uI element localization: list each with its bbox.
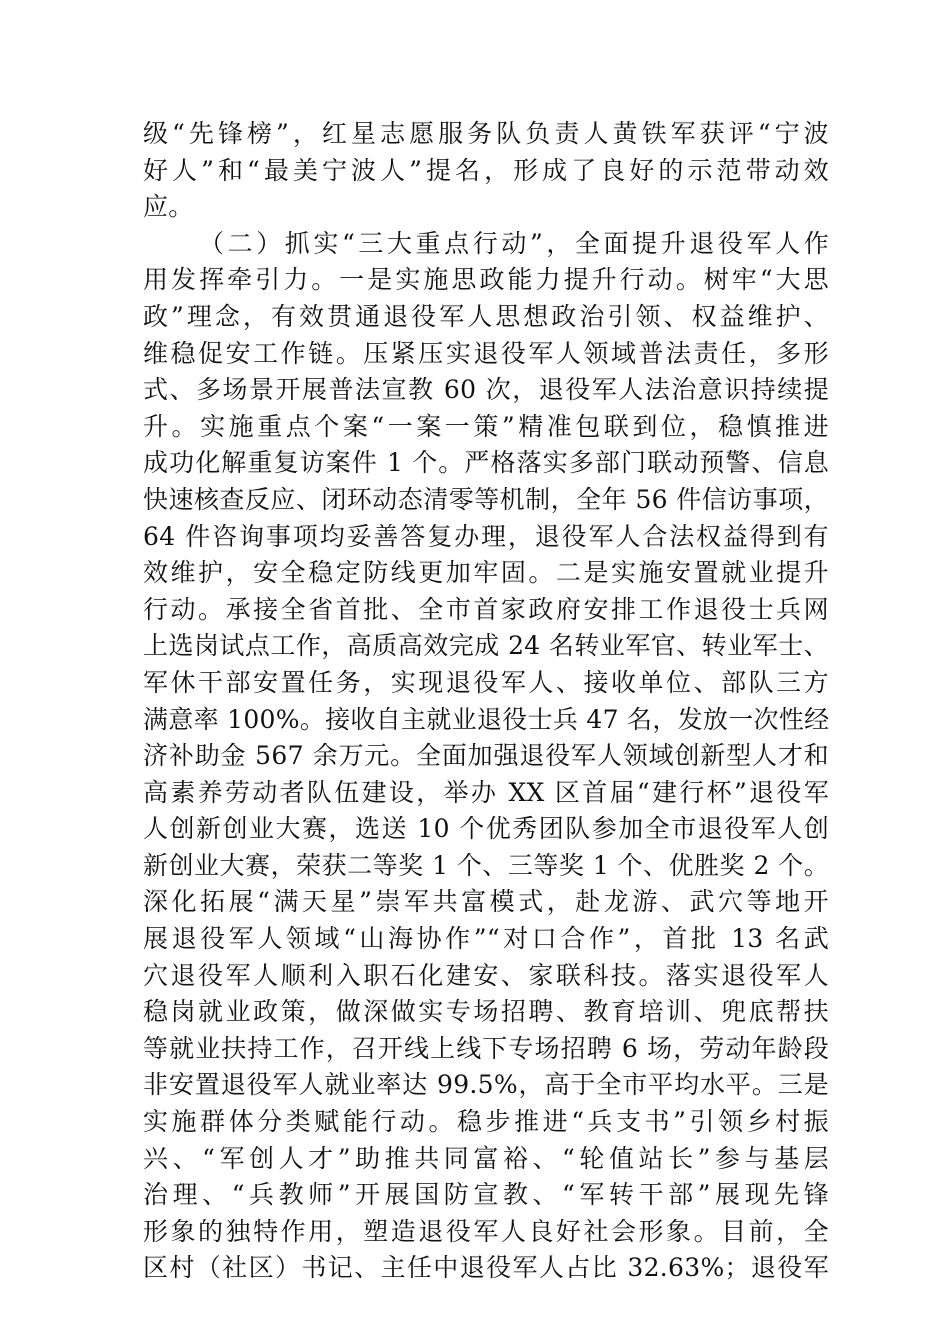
text-line: 新创业大赛，荣获二等奖 1 个、三等奖 1 个、优胜奖 2 个。	[143, 850, 829, 880]
text-line: 成功化解重复访案件 1 个。严格落实多部门联动预警、信息	[143, 448, 829, 478]
text-line: 维稳促安工作链。压紧压实退役军人领域普法责任，多形	[143, 338, 829, 368]
text-line: 等就业扶持工作，召开线上线下专场招聘 6 场，劳动年龄段	[143, 1033, 829, 1063]
text-line: 式、多场景开展普法宣教 60 次，退役军人法治意识持续提	[143, 375, 829, 405]
text-line: 人创新创业大赛，选送 10 个优秀团队参加全市退役军人创	[143, 814, 829, 844]
text-line: 行动。承接全省首批、全市首家政府安排工作退役士兵网	[143, 594, 829, 624]
text-line: 升。实施重点个案“一案一策”精准包联到位，稳慎推进	[143, 411, 829, 441]
text-line: 64 件咨询事项均妥善答复办理，退役军人合法权益得到有	[143, 521, 829, 551]
document-body	[143, 116, 829, 1287]
text-line: 满意率 100%。接收自主就业退役士兵 47 名，发放一次性经	[143, 704, 830, 734]
text-line: 效维护，安全稳定防线更加牢固。二是实施安置就业提升	[143, 558, 829, 588]
text-line: 展退役军人领域“山海协作”“对口合作”，首批 13 名武	[143, 924, 829, 954]
text-line: 上选岗试点工作，高质高效完成 24 名转业军官、转业军士、	[143, 631, 829, 661]
text-line: 高素养劳动者队伍建设，举办 XX 区首届“建行杯”退役军	[143, 777, 829, 807]
text-line: 用发挥牵引力。一是实施思政能力提升行动。树牢“大思	[143, 265, 829, 295]
text-line: 好人”和“最美宁波人”提名，形成了良好的示范带动效	[143, 155, 829, 185]
text-line: 治理、“兵教师”开展国防宣教、“军转干部”展现先锋	[143, 1180, 829, 1210]
text-line: 快速核查反应、闭环动态清零等机制，全年 56 件信访事项，	[143, 484, 829, 514]
paragraph-start-line: （二）抓实“三大重点行动”，全面提升退役军人作	[199, 228, 829, 258]
text-line: 区村（社区）书记、主任中退役军人占比 32.63%；退役军	[143, 1253, 829, 1283]
text-line: 深化拓展“满天星”崇军共富模式，赴龙游、武穴等地开	[143, 887, 829, 917]
text-line: 实施群体分类赋能行动。稳步推进“兵支书”引领乡村振	[143, 1107, 829, 1137]
text-line: 政”理念，有效贯通退役军人思想政治引领、权益维护、	[143, 301, 829, 331]
text-line: 济补助金 567 余万元。全面加强退役军人领域创新型人才和	[143, 741, 829, 771]
text-line: 级“先锋榜”，红星志愿服务队负责人黄铁军获评“宁波	[143, 119, 829, 148]
text-line: 兴、“军创人才”助推共同富裕、“轮值站长”参与基层	[143, 1143, 829, 1173]
text-line: 稳岗就业政策，做深做实专场招聘、教育培训、兜底帮扶	[143, 997, 829, 1027]
text-line: 形象的独特作用，塑造退役军人良好社会形象。目前，全	[143, 1216, 829, 1246]
text-line: 穴退役军人顺利入职石化建安、家联科技。落实退役军人	[143, 960, 829, 990]
text-line: 军休干部安置任务，实现退役军人、接收单位、部队三方	[143, 667, 829, 697]
text-line: 非安置退役军人就业率达 99.5%，高于全市平均水平。三是	[143, 1070, 829, 1100]
text-line: 应。	[143, 192, 194, 222]
